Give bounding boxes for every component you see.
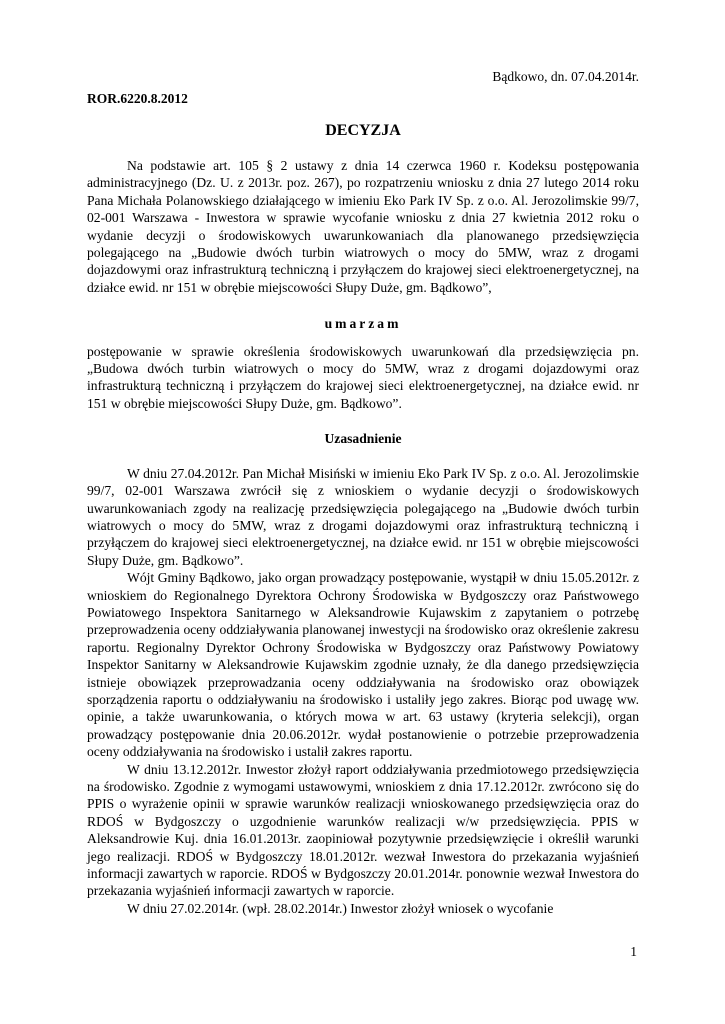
justification-paragraph-4: W dniu 27.02.2014r. (wpł. 28.02.2014r.) Inwestor złożył wniosek o wycofanie [127, 900, 554, 916]
justification-paragraph-3: W dniu 13.12.2012r. Inwestor złożył raport oddziaływania przedmiotowego przedsięwzięcia na środowisko. Zgodnie z wymogami ustawowymi, wnioskiem z dnia 17.12.2012r. zwrócono się do PPIS o wyrażenie opinii w sprawie warunków realizacji wnioskowanego przedsięwzięcia oraz do RDOŚ w Bydgoszczy o uzgodnienie warunków realizacji w/w przedsięwzięcia. PPIS w Aleksandrowie Kuj. dnia 16.01.2013r. zaopiniował pozytywnie przedsięwzięcie i określił warunki jego realizacji. RDOŚ w Bydgoszczy 18.01.2012r. wezwał Inwestora do przekazania wyjaśnień informacji zawartych w raporcie. RDOŚ w Bydgoszczy 20.01.2014r. ponownie wezwał Inwestora do przekazania wyjaśnień informacji zawartych w raporcie. [87, 761, 639, 899]
place-date: Bądkowo, dn. 07.04.2014r. [492, 69, 639, 84]
document-page [87, 68, 639, 917]
document-title: DECYZJA [325, 122, 401, 139]
page-number: 1 [630, 944, 637, 959]
reference-number: ROR.6220.8.2012 [87, 91, 188, 106]
justification-paragraph-2: Wójt Gminy Bądkowo, jako organ prowadzący postępowanie, wystąpił w dniu 15.05.2012r. z wnioskiem do Regionalnego Dyrektora Ochrony Środowiska w Bydgoszczy oraz Państwowego Powiatowego Inspektora Sanitarnego w Aleksandrowie Kujawskim z zapytaniem o potrzebę przeprowadzenia oceny oddziaływania planowanej inwestycji na środowisko oraz określenie zakresu raportu. Regionalny Dyrektor Ochrony Środowiska w Bydgoszczy oraz Państwowy Powiatowy Inspektor Sanitarny w Aleksandrowie Kujawskim zgodnie uznały, że dla danego przedsięwzięcia istnieje obowiązek przeprowadzania oceny oddziaływania na środowisko oraz obowiązek sporządzenia raportu o oddziaływaniu na środowisko i ustaliły jego zakres. Biorąc pod uwagę ww. opinie, a także uwarunkowania, o których mowa w art. 63 ustawy (kryteria selekcji), organ prowadzący postępowanie dnia 20.06.2012r. wydał postanowienie o potrzebie przeprowadzenia oceny oddziaływania na środowisko i ustalił zakres raportu. [87, 570, 639, 760]
justification-paragraph-1: W dniu 27.04.2012r. Pan Michał Misiński w imieniu Eko Park IV Sp. z o.o. Al. Jerozolimskie 99/7, 02-001 Warszawa zwrócił się z wnioskiem o wydanie decyzji o środowiskowych uwarunkowaniach zgody na realizację przedsięwzięcia polegającego na „Budowie dwóch turbin wiatrowych o mocy do 5MW, wraz z drogami dojazdowymi oraz infrastrukturą techniczną i przyłączem do krajowej sieci elektroenergetycznej, na działce ewid. nr 151 w obrębie miejscowości Słupy Duże, gm. Bądkowo”. [87, 465, 639, 568]
decision-paragraph: postępowanie w sprawie określenia środowiskowych uwarunkowań dla przedsięwzięcia pn. „Budowa dwóch turbin wiatrowych o mocy do 5MW, wraz z drogami dojazdowymi oraz infrastrukturą techniczną i przyłączem do krajowej sieci elektroenergetycznej, na działce ewid. nr 151 w obrębie miejscowości Słupy Duże, gm. Bądkowo”. [87, 343, 639, 411]
intro-paragraph: Na podstawie art. 105 § 2 ustawy z dnia 14 czerwca 1960 r. Kodeksu postępowania administracyjnego (Dz. U. z 2013r. poz. 267), po rozpatrzeniu wniosku z dnia 27 lutego 2014 roku Pana Michała Polanowskiego działającego w imieniu Eko Park IV Sp. z o.o. Al. Jerozolimskie 99/7, 02-001 Warszawa - Inwestora w sprawie wycofanie wniosku z dnia 27 kwietnia 2012 roku o wydanie decyzji o środowiskowych uwarunkowaniach dla planowanego przedsięwzięcia polegającego na „Budowie dwóch turbin wiatrowych o mocy do 5MW, wraz z drogami dojazdowymi oraz infrastrukturą techniczną i przyłączem do krajowej sieci elektroenergetycznej, na działce ewid. nr 151 w obrębie miejscowości Słupy Duże, gm. Bądkowo”, [87, 158, 639, 295]
justification-heading: Uzasadnienie [324, 431, 402, 447]
decision-heading: umarzam [324, 316, 402, 332]
